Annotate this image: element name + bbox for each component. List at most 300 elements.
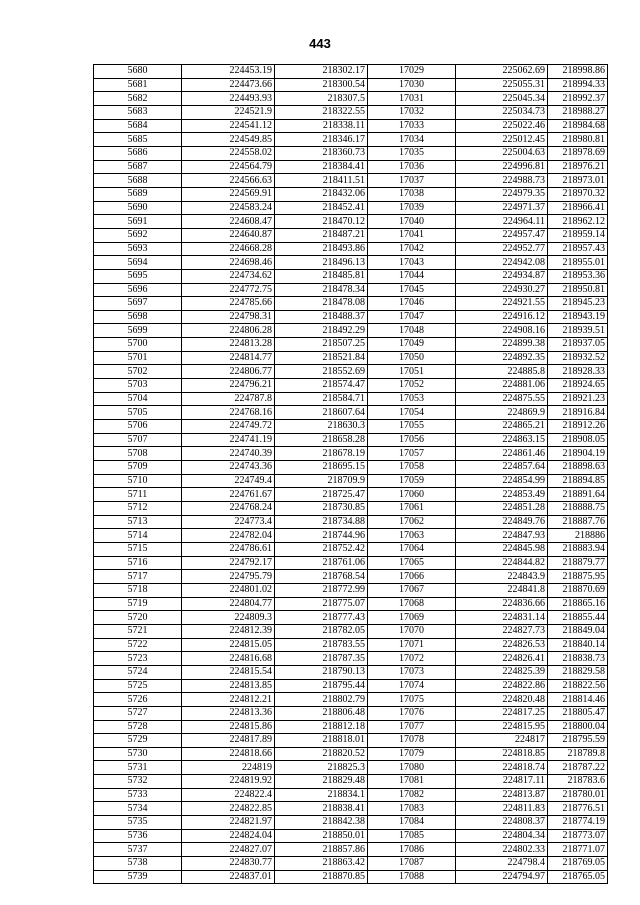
point-number-cell: 17044: [368, 269, 456, 283]
y-coordinate-cell: 218782.05: [275, 624, 368, 638]
point-number-cell: 5686: [94, 146, 182, 160]
y-coordinate-cell: 218776.51: [548, 802, 608, 816]
point-number-cell: 5683: [94, 105, 182, 119]
y-coordinate-cell: 218875.95: [548, 570, 608, 584]
table-row: [94, 843, 608, 857]
y-coordinate-cell: 218795.44: [275, 679, 368, 693]
y-coordinate-cell: 218894.85: [548, 474, 608, 488]
x-coordinate-cell: 225004.63: [456, 146, 548, 160]
y-coordinate-cell: 218805.47: [548, 706, 608, 720]
x-coordinate-cell: 224831.14: [456, 611, 548, 625]
y-coordinate-cell: 218452.41: [275, 201, 368, 215]
x-coordinate-cell: 224569.91: [182, 187, 275, 201]
table-row: [94, 775, 608, 789]
point-number-cell: 5723: [94, 652, 182, 666]
point-number-cell: 5692: [94, 228, 182, 242]
table-row: [94, 324, 608, 338]
point-number-cell: 17045: [368, 283, 456, 297]
x-coordinate-cell: 224921.55: [456, 297, 548, 311]
table-row: [94, 269, 608, 283]
y-coordinate-cell: 218773.07: [548, 829, 608, 843]
y-coordinate-cell: 218814.46: [548, 693, 608, 707]
y-coordinate-cell: 218478.08: [275, 297, 368, 311]
y-coordinate-cell: 218962.12: [548, 215, 608, 229]
x-coordinate-cell: 224825.39: [456, 665, 548, 679]
y-coordinate-cell: 218887.76: [548, 515, 608, 529]
point-number-cell: 5729: [94, 734, 182, 748]
y-coordinate-cell: 218924.65: [548, 379, 608, 393]
x-coordinate-cell: 224996.81: [456, 160, 548, 174]
point-number-cell: 17040: [368, 215, 456, 229]
y-coordinate-cell: 218300.54: [275, 78, 368, 92]
x-coordinate-cell: 224881.06: [456, 379, 548, 393]
x-coordinate-cell: 224826.41: [456, 652, 548, 666]
x-coordinate-cell: 224818.74: [456, 761, 548, 775]
y-coordinate-cell: 218493.86: [275, 242, 368, 256]
point-number-cell: 5714: [94, 529, 182, 543]
y-coordinate-cell: 218978.69: [548, 146, 608, 160]
x-coordinate-cell: 224798.4: [456, 857, 548, 871]
y-coordinate-cell: 218980.81: [548, 133, 608, 147]
y-coordinate-cell: 218360.73: [275, 146, 368, 160]
x-coordinate-cell: 224899.38: [456, 338, 548, 352]
y-coordinate-cell: 218787.22: [548, 761, 608, 775]
y-coordinate-cell: 218780.01: [548, 788, 608, 802]
x-coordinate-cell: 224740.39: [182, 447, 275, 461]
table-row: [94, 351, 608, 365]
y-coordinate-cell: 218870.69: [548, 583, 608, 597]
point-number-cell: 5690: [94, 201, 182, 215]
point-number-cell: 5702: [94, 365, 182, 379]
y-coordinate-cell: 218916.84: [548, 406, 608, 420]
point-number-cell: 5708: [94, 447, 182, 461]
y-coordinate-cell: 218904.19: [548, 447, 608, 461]
y-coordinate-cell: 218992.37: [548, 92, 608, 106]
y-coordinate-cell: 218695.15: [275, 461, 368, 475]
point-number-cell: 5727: [94, 706, 182, 720]
y-coordinate-cell: 218994.33: [548, 78, 608, 92]
y-coordinate-cell: 218976.21: [548, 160, 608, 174]
x-coordinate-cell: 224843.9: [456, 570, 548, 584]
y-coordinate-cell: 218812.18: [275, 720, 368, 734]
x-coordinate-cell: 224817: [456, 734, 548, 748]
y-coordinate-cell: 218678.19: [275, 447, 368, 461]
x-coordinate-cell: 224971.37: [456, 201, 548, 215]
point-number-cell: 17033: [368, 119, 456, 133]
x-coordinate-cell: 224808.37: [456, 816, 548, 830]
x-coordinate-cell: 224826.53: [456, 638, 548, 652]
y-coordinate-cell: 218966.41: [548, 201, 608, 215]
y-coordinate-cell: 218937.05: [548, 338, 608, 352]
y-coordinate-cell: 218322.55: [275, 105, 368, 119]
x-coordinate-cell: 224822.85: [182, 802, 275, 816]
y-coordinate-cell: 218932.52: [548, 351, 608, 365]
point-number-cell: 5693: [94, 242, 182, 256]
x-coordinate-cell: 224841.8: [456, 583, 548, 597]
point-number-cell: 17076: [368, 706, 456, 720]
x-coordinate-cell: 224952.77: [456, 242, 548, 256]
point-number-cell: 5735: [94, 816, 182, 830]
y-coordinate-cell: 218943.19: [548, 310, 608, 324]
point-number-cell: 17075: [368, 693, 456, 707]
y-coordinate-cell: 218957.43: [548, 242, 608, 256]
y-coordinate-cell: 218970.32: [548, 187, 608, 201]
y-coordinate-cell: 218820.52: [275, 747, 368, 761]
table-row: [94, 105, 608, 119]
point-number-cell: 5697: [94, 297, 182, 311]
x-coordinate-cell: 224804.34: [456, 829, 548, 843]
table-row: [94, 802, 608, 816]
x-coordinate-cell: 224801.02: [182, 583, 275, 597]
point-number-cell: 17041: [368, 228, 456, 242]
x-coordinate-cell: 224806.77: [182, 365, 275, 379]
y-coordinate-cell: 218870.85: [275, 870, 368, 884]
table-row: [94, 706, 608, 720]
y-coordinate-cell: 218725.47: [275, 488, 368, 502]
point-number-cell: 5720: [94, 611, 182, 625]
y-coordinate-cell: 218842.38: [275, 816, 368, 830]
x-coordinate-cell: 224930.27: [456, 283, 548, 297]
table-row: [94, 693, 608, 707]
coordinates-table: [93, 64, 608, 884]
point-number-cell: 17056: [368, 433, 456, 447]
table-row: [94, 679, 608, 693]
x-coordinate-cell: 224549.85: [182, 133, 275, 147]
table-row: [94, 734, 608, 748]
x-coordinate-cell: 224836.66: [456, 597, 548, 611]
table-row: [94, 597, 608, 611]
y-coordinate-cell: 218790.13: [275, 665, 368, 679]
table-row: [94, 242, 608, 256]
point-number-cell: 17077: [368, 720, 456, 734]
point-number-cell: 17047: [368, 310, 456, 324]
y-coordinate-cell: 218496.13: [275, 256, 368, 270]
table-row: [94, 65, 608, 79]
table-row: [94, 133, 608, 147]
x-coordinate-cell: 224817.89: [182, 734, 275, 748]
y-coordinate-cell: 218921.23: [548, 392, 608, 406]
x-coordinate-cell: 224811.83: [456, 802, 548, 816]
point-number-cell: 5730: [94, 747, 182, 761]
table-row: [94, 870, 608, 884]
table-row: [94, 761, 608, 775]
y-coordinate-cell: 218822.56: [548, 679, 608, 693]
table-row: [94, 392, 608, 406]
point-number-cell: 5725: [94, 679, 182, 693]
x-coordinate-cell: 224809.3: [182, 611, 275, 625]
point-number-cell: 5699: [94, 324, 182, 338]
y-coordinate-cell: 218953.36: [548, 269, 608, 283]
y-coordinate-cell: 218800.04: [548, 720, 608, 734]
point-number-cell: 17062: [368, 515, 456, 529]
point-number-cell: 5707: [94, 433, 182, 447]
point-number-cell: 5700: [94, 338, 182, 352]
x-coordinate-cell: 224813.85: [182, 679, 275, 693]
x-coordinate-cell: 224813.36: [182, 706, 275, 720]
y-coordinate-cell: 218838.73: [548, 652, 608, 666]
x-coordinate-cell: 224566.63: [182, 174, 275, 188]
point-number-cell: 17049: [368, 338, 456, 352]
x-coordinate-cell: 224815.95: [456, 720, 548, 734]
x-coordinate-cell: 224795.79: [182, 570, 275, 584]
y-coordinate-cell: 218730.85: [275, 502, 368, 516]
x-coordinate-cell: 224804.77: [182, 597, 275, 611]
point-number-cell: 17048: [368, 324, 456, 338]
y-coordinate-cell: 218777.43: [275, 611, 368, 625]
point-number-cell: 17064: [368, 542, 456, 556]
point-number-cell: 17036: [368, 160, 456, 174]
x-coordinate-cell: 224849.76: [456, 515, 548, 529]
point-number-cell: 17086: [368, 843, 456, 857]
y-coordinate-cell: 218775.07: [275, 597, 368, 611]
point-number-cell: 17060: [368, 488, 456, 502]
y-coordinate-cell: 218552.69: [275, 365, 368, 379]
table-row: [94, 365, 608, 379]
x-coordinate-cell: 224741.19: [182, 433, 275, 447]
point-number-cell: 17031: [368, 92, 456, 106]
x-coordinate-cell: 224875.55: [456, 392, 548, 406]
point-number-cell: 17084: [368, 816, 456, 830]
point-number-cell: 5728: [94, 720, 182, 734]
y-coordinate-cell: 218302.17: [275, 65, 368, 79]
table-row: [94, 297, 608, 311]
y-coordinate-cell: 218829.48: [275, 775, 368, 789]
x-coordinate-cell: 224988.73: [456, 174, 548, 188]
point-number-cell: 17053: [368, 392, 456, 406]
table-row: [94, 638, 608, 652]
y-coordinate-cell: 218998.86: [548, 65, 608, 79]
point-number-cell: 5712: [94, 502, 182, 516]
point-number-cell: 5711: [94, 488, 182, 502]
point-number-cell: 5689: [94, 187, 182, 201]
table-row: [94, 515, 608, 529]
y-coordinate-cell: 218521.84: [275, 351, 368, 365]
table-row: [94, 379, 608, 393]
table-row: [94, 542, 608, 556]
table-row: [94, 119, 608, 133]
x-coordinate-cell: 224865.21: [456, 420, 548, 434]
table-row: [94, 215, 608, 229]
point-number-cell: 5734: [94, 802, 182, 816]
x-coordinate-cell: 224854.99: [456, 474, 548, 488]
point-number-cell: 5682: [94, 92, 182, 106]
y-coordinate-cell: 218795.59: [548, 734, 608, 748]
y-coordinate-cell: 218789.8: [548, 747, 608, 761]
y-coordinate-cell: 218307.5: [275, 92, 368, 106]
y-coordinate-cell: 218955.01: [548, 256, 608, 270]
point-number-cell: 17050: [368, 351, 456, 365]
point-number-cell: 5684: [94, 119, 182, 133]
y-coordinate-cell: 218734.88: [275, 515, 368, 529]
x-coordinate-cell: 224827.07: [182, 843, 275, 857]
table-row: [94, 665, 608, 679]
point-number-cell: 17083: [368, 802, 456, 816]
y-coordinate-cell: 218769.05: [548, 857, 608, 871]
x-coordinate-cell: 224934.87: [456, 269, 548, 283]
y-coordinate-cell: 218488.37: [275, 310, 368, 324]
point-number-cell: 5724: [94, 665, 182, 679]
y-coordinate-cell: 218857.86: [275, 843, 368, 857]
table-row: [94, 474, 608, 488]
table-row: [94, 570, 608, 584]
point-number-cell: 5732: [94, 775, 182, 789]
x-coordinate-cell: 224942.08: [456, 256, 548, 270]
y-coordinate-cell: 218761.06: [275, 556, 368, 570]
table-row: [94, 461, 608, 475]
x-coordinate-cell: 224521.9: [182, 105, 275, 119]
point-number-cell: 17043: [368, 256, 456, 270]
x-coordinate-cell: 224493.93: [182, 92, 275, 106]
y-coordinate-cell: 218346.17: [275, 133, 368, 147]
y-coordinate-cell: 218771.07: [548, 843, 608, 857]
point-number-cell: 5731: [94, 761, 182, 775]
x-coordinate-cell: 224916.12: [456, 310, 548, 324]
y-coordinate-cell: 218411.51: [275, 174, 368, 188]
point-number-cell: 5716: [94, 556, 182, 570]
point-number-cell: 5695: [94, 269, 182, 283]
y-coordinate-cell: 218630.3: [275, 420, 368, 434]
point-number-cell: 5685: [94, 133, 182, 147]
y-coordinate-cell: 218829.58: [548, 665, 608, 679]
point-number-cell: 17066: [368, 570, 456, 584]
y-coordinate-cell: 218772.99: [275, 583, 368, 597]
point-number-cell: 17069: [368, 611, 456, 625]
x-coordinate-cell: 224819.92: [182, 775, 275, 789]
y-coordinate-cell: 218765.05: [548, 870, 608, 884]
point-number-cell: 17068: [368, 597, 456, 611]
x-coordinate-cell: 224768.24: [182, 502, 275, 516]
point-number-cell: 17038: [368, 187, 456, 201]
x-coordinate-cell: 224786.61: [182, 542, 275, 556]
table-row: [94, 228, 608, 242]
table-row: [94, 201, 608, 215]
x-coordinate-cell: 224772.75: [182, 283, 275, 297]
point-number-cell: 5687: [94, 160, 182, 174]
point-number-cell: 17073: [368, 665, 456, 679]
x-coordinate-cell: 224743.36: [182, 461, 275, 475]
x-coordinate-cell: 224817.11: [456, 775, 548, 789]
x-coordinate-cell: 224845.98: [456, 542, 548, 556]
y-coordinate-cell: 218879.77: [548, 556, 608, 570]
x-coordinate-cell: 224761.67: [182, 488, 275, 502]
table-row: [94, 160, 608, 174]
x-coordinate-cell: 224813.28: [182, 338, 275, 352]
y-coordinate-cell: 218768.54: [275, 570, 368, 584]
x-coordinate-cell: 224698.46: [182, 256, 275, 270]
x-coordinate-cell: 224734.62: [182, 269, 275, 283]
y-coordinate-cell: 218891.64: [548, 488, 608, 502]
point-number-cell: 17085: [368, 829, 456, 843]
table-row: [94, 747, 608, 761]
y-coordinate-cell: 218384.41: [275, 160, 368, 174]
x-coordinate-cell: 224668.28: [182, 242, 275, 256]
y-coordinate-cell: 218744.96: [275, 529, 368, 543]
x-coordinate-cell: 224816.68: [182, 652, 275, 666]
point-number-cell: 5703: [94, 379, 182, 393]
table-row: [94, 720, 608, 734]
x-coordinate-cell: 224861.46: [456, 447, 548, 461]
y-coordinate-cell: 218863.42: [275, 857, 368, 871]
y-coordinate-cell: 218865.16: [548, 597, 608, 611]
point-number-cell: 17029: [368, 65, 456, 79]
x-coordinate-cell: 224796.21: [182, 379, 275, 393]
point-number-cell: 17081: [368, 775, 456, 789]
x-coordinate-cell: 224640.87: [182, 228, 275, 242]
x-coordinate-cell: 224892.35: [456, 351, 548, 365]
table-row: [94, 338, 608, 352]
point-number-cell: 17061: [368, 502, 456, 516]
point-number-cell: 17072: [368, 652, 456, 666]
y-coordinate-cell: 218818.01: [275, 734, 368, 748]
x-coordinate-cell: 224827.73: [456, 624, 548, 638]
table-row: [94, 488, 608, 502]
x-coordinate-cell: 224812.39: [182, 624, 275, 638]
y-coordinate-cell: 218888.75: [548, 502, 608, 516]
point-number-cell: 5733: [94, 788, 182, 802]
x-coordinate-cell: 224821.97: [182, 816, 275, 830]
table-row: [94, 187, 608, 201]
table-row: [94, 624, 608, 638]
y-coordinate-cell: 218507.25: [275, 338, 368, 352]
x-coordinate-cell: 224819: [182, 761, 275, 775]
table-row: [94, 78, 608, 92]
x-coordinate-cell: 224794.97: [456, 870, 548, 884]
point-number-cell: 17080: [368, 761, 456, 775]
point-number-cell: 5719: [94, 597, 182, 611]
table-row: [94, 652, 608, 666]
y-coordinate-cell: 218838.41: [275, 802, 368, 816]
x-coordinate-cell: 225012.45: [456, 133, 548, 147]
point-number-cell: 17051: [368, 365, 456, 379]
x-coordinate-cell: 224787.8: [182, 392, 275, 406]
x-coordinate-cell: 224851.28: [456, 502, 548, 516]
x-coordinate-cell: 224773.4: [182, 515, 275, 529]
point-number-cell: 5738: [94, 857, 182, 871]
y-coordinate-cell: 218988.27: [548, 105, 608, 119]
point-number-cell: 5705: [94, 406, 182, 420]
table-row: [94, 816, 608, 830]
point-number-cell: 17067: [368, 583, 456, 597]
point-number-cell: 5681: [94, 78, 182, 92]
y-coordinate-cell: 218478.34: [275, 283, 368, 297]
y-coordinate-cell: 218840.14: [548, 638, 608, 652]
point-number-cell: 5680: [94, 65, 182, 79]
point-number-cell: 5721: [94, 624, 182, 638]
y-coordinate-cell: 218658.28: [275, 433, 368, 447]
point-number-cell: 17046: [368, 297, 456, 311]
table-row: [94, 256, 608, 270]
x-coordinate-cell: 224844.82: [456, 556, 548, 570]
point-number-cell: 17058: [368, 461, 456, 475]
point-number-cell: 5706: [94, 420, 182, 434]
x-coordinate-cell: 225034.73: [456, 105, 548, 119]
point-number-cell: 5710: [94, 474, 182, 488]
point-number-cell: 5709: [94, 461, 182, 475]
x-coordinate-cell: 224869.9: [456, 406, 548, 420]
x-coordinate-cell: 224749.4: [182, 474, 275, 488]
y-coordinate-cell: 218584.71: [275, 392, 368, 406]
x-coordinate-cell: 225062.69: [456, 65, 548, 79]
y-coordinate-cell: 218939.51: [548, 324, 608, 338]
x-coordinate-cell: 224979.35: [456, 187, 548, 201]
y-coordinate-cell: 218834.1: [275, 788, 368, 802]
x-coordinate-cell: 224853.49: [456, 488, 548, 502]
y-coordinate-cell: 218849.04: [548, 624, 608, 638]
point-number-cell: 5701: [94, 351, 182, 365]
point-number-cell: 17070: [368, 624, 456, 638]
x-coordinate-cell: 224957.47: [456, 228, 548, 242]
point-number-cell: 5726: [94, 693, 182, 707]
